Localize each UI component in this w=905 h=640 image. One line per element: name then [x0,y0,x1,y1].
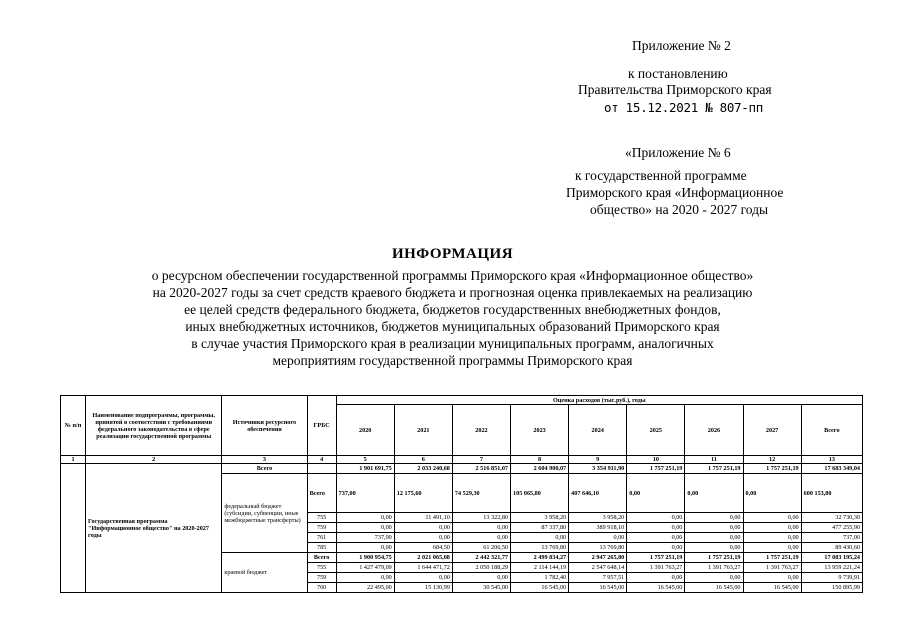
value-cell: 3 958,20 [569,513,627,523]
column-number: 5 [336,456,394,464]
value-cell: 3 354 911,90 [569,464,627,474]
grbs-code: 759 [307,573,336,583]
year-header: 2024 [569,405,627,456]
value-cell: 2 547 648,14 [569,563,627,573]
intro-line-5: в случае участия Приморского края в реализации муниципальных программ, аналогичных [191,336,714,351]
value-cell: 17 683 349,04 [801,464,862,474]
value-cell: 1 900 954,75 [336,553,394,563]
value-cell: 389 918,10 [569,523,627,533]
column-number: 4 [307,456,336,464]
col-header-source: Источники ресурсного обеспечения [222,396,307,456]
value-cell: 1 757 251,19 [743,553,801,563]
column-number: 6 [394,456,452,464]
federal-grbs-total: Всего [307,474,336,513]
year-header: 2020 [336,405,394,456]
value-cell: 684,50 [394,543,452,553]
value-cell: 0,00 [743,523,801,533]
value-cell: 0,00 [627,543,685,553]
government-line: Правительства Приморского края [578,82,772,97]
federal-budget-label: федеральный бюджет (субсидии, субвенции, иные межбюджетные трансферты) [222,474,307,553]
value-cell: 0,00 [627,474,685,513]
column-number: 9 [569,456,627,464]
value-cell: 1 391 763,27 [627,563,685,573]
value-cell: 30 545,00 [452,583,510,593]
value-cell: 12 175,60 [394,474,452,513]
grbs-code: 759 [307,523,336,533]
value-cell: 0,00 [452,533,510,543]
year-header: 2022 [452,405,510,456]
value-cell: 1 391 763,27 [743,563,801,573]
column-number: 10 [627,456,685,464]
value-cell: 2 947 265,80 [569,553,627,563]
value-cell: 1 427 479,09 [336,563,394,573]
year-header: 2023 [511,405,569,456]
value-cell: 0,00 [743,513,801,523]
appendix-line: Приложение № 2 [632,38,731,53]
value-cell: 1 782,40 [511,573,569,583]
resources-table [60,395,863,593]
value-cell: 74 529,30 [452,474,510,513]
value-cell: 2 033 240,68 [394,464,452,474]
column-number: 11 [685,456,743,464]
value-cell: 11 491,10 [394,513,452,523]
value-cell: 16 545,00 [743,583,801,593]
value-cell: 0,00 [627,513,685,523]
value-cell: 0,00 [743,543,801,553]
value-cell: 13 769,80 [511,543,569,553]
value-cell: 1 757 251,19 [685,553,743,563]
value-cell: 13 769,80 [569,543,627,553]
date-number: от 15.12.2021 № 807-пп [604,100,763,115]
intro-line-2: на 2020-2027 годы за счет средств краевого бюджета и прогнозная оценка привлекаемых на реализацию [152,285,753,300]
value-cell: 407 646,10 [569,474,627,513]
col-header-no: № п/п [61,396,86,456]
value-cell: 32 730,30 [801,513,862,523]
value-cell: 0,00 [336,543,394,553]
value-cell: 89 430,60 [801,543,862,553]
grbs-code: 785 [307,543,336,553]
column-number: 12 [743,456,801,464]
regional-budget-label: краевой бюджет [222,553,307,593]
value-cell: 1 391 763,27 [685,563,743,573]
value-cell: 0,00 [511,533,569,543]
value-cell: 0,00 [685,543,743,553]
regional-grbs-total: Всего [307,553,336,563]
value-cell: 15 130,99 [394,583,452,593]
value-cell: 737,00 [336,474,394,513]
value-cell: 737,00 [336,533,394,543]
value-cell: 0,00 [336,513,394,523]
value-cell: 737,00 [801,533,862,543]
column-number: 1 [61,456,86,464]
column-number: 8 [511,456,569,464]
year-header: 2027 [743,405,801,456]
row-number-cell [61,464,86,593]
total-row [61,464,863,474]
to-program-line: к государственной программе [575,168,747,183]
column-number: 2 [86,456,222,464]
year-header: 2026 [685,405,743,456]
value-cell: 2 114 144,19 [511,563,569,573]
value-cell: 2 050 188,29 [452,563,510,573]
grbs-code: 755 [307,563,336,573]
value-cell: 477 255,90 [801,523,862,533]
intro-line-4: иных внебюджетных источников, бюджетов муниципальных образований Приморского края [185,319,720,334]
appendix-6-line: «Приложение № 6 [625,145,731,160]
value-cell: 7 957,51 [569,573,627,583]
value-cell: 0,00 [394,573,452,583]
value-cell: 3 958,20 [511,513,569,523]
value-cell: 0,00 [685,523,743,533]
value-cell: 16 545,00 [569,583,627,593]
grbs-cell [307,464,336,474]
value-cell: 0,00 [569,533,627,543]
value-cell: 0,00 [452,573,510,583]
value-cell: 61 206,50 [452,543,510,553]
intro-line-1: о ресурсном обеспечении государственной программы Приморского края «Информационное общество» [151,268,754,283]
value-cell: 2 442 321,77 [452,553,510,563]
value-cell: 1 644 471,72 [394,563,452,573]
intro-line-6: мероприятиям государственной программы Приморского края [272,353,633,368]
value-cell: 600 153,80 [801,474,862,513]
value-cell: 9 739,91 [801,573,862,583]
value-cell: 87 337,80 [511,523,569,533]
column-number: 3 [222,456,307,464]
value-cell: 22 495,00 [336,583,394,593]
value-cell: 16 545,00 [511,583,569,593]
program-name-line-2: общество» на 2020 - 2027 годы [590,202,769,217]
document-title: ИНФОРМАЦИЯ [391,246,514,262]
value-cell: 17 083 195,24 [801,553,862,563]
col-header-expenses: Оценка расходов (тыс.руб.), годы [336,396,862,405]
value-cell: 1 901 691,75 [336,464,394,474]
col-header-grbs: ГРБС [307,396,336,456]
column-number: 13 [801,456,862,464]
value-cell: 1 757 251,19 [627,464,685,474]
value-cell: 1 757 251,19 [743,464,801,474]
year-header: 2021 [394,405,452,456]
value-cell: 2 499 834,27 [511,553,569,563]
value-cell: 0,00 [685,474,743,513]
year-header: 2025 [627,405,685,456]
column-number: 7 [452,456,510,464]
program-name-line-1: Приморского края «Информационное [566,185,784,200]
value-cell: 0,00 [452,523,510,533]
value-cell: 0,00 [743,474,801,513]
grbs-code: 760 [307,583,336,593]
value-cell: 0,00 [743,573,801,583]
value-cell: 0,00 [394,533,452,543]
value-cell: 0,00 [336,523,394,533]
value-cell: 2 021 065,08 [394,553,452,563]
value-cell: 0,00 [743,533,801,543]
to-resolution: к постановлению [628,66,728,81]
grbs-code: 755 [307,513,336,523]
value-cell: 1 757 251,19 [627,553,685,563]
value-cell: 0,00 [627,523,685,533]
value-cell: 2 516 851,07 [452,464,510,474]
program-name: Государственная программа "Информационное общество" на 2020-2027 годы [86,464,222,593]
value-cell: 105 065,80 [511,474,569,513]
value-cell: 0,00 [394,523,452,533]
value-cell: 2 604 900,07 [511,464,569,474]
total-label: Всего [222,464,307,474]
value-cell: 13 959 221,24 [801,563,862,573]
col-header-name: Наименование подпрограммы, программы, принятой в соответствии с требованиями федерального законодательства в сфере реализации государственной программы [86,396,222,456]
year-header-total: Всего [801,405,862,456]
value-cell: 150 895,99 [801,583,862,593]
grbs-code: 761 [307,533,336,543]
value-cell: 0,00 [685,573,743,583]
value-cell: 16 545,00 [627,583,685,593]
value-cell: 0,00 [336,573,394,583]
value-cell: 0,00 [627,573,685,583]
value-cell: 1 757 251,19 [685,464,743,474]
value-cell: 13 322,80 [452,513,510,523]
intro-line-3: ее целей средств федерального бюджета, бюджетов государственных внебюджетных фондов, [184,302,721,317]
value-cell: 0,00 [685,533,743,543]
value-cell: 16 545,00 [685,583,743,593]
column-number-row [61,456,863,464]
value-cell: 0,00 [627,533,685,543]
value-cell: 0,00 [685,513,743,523]
